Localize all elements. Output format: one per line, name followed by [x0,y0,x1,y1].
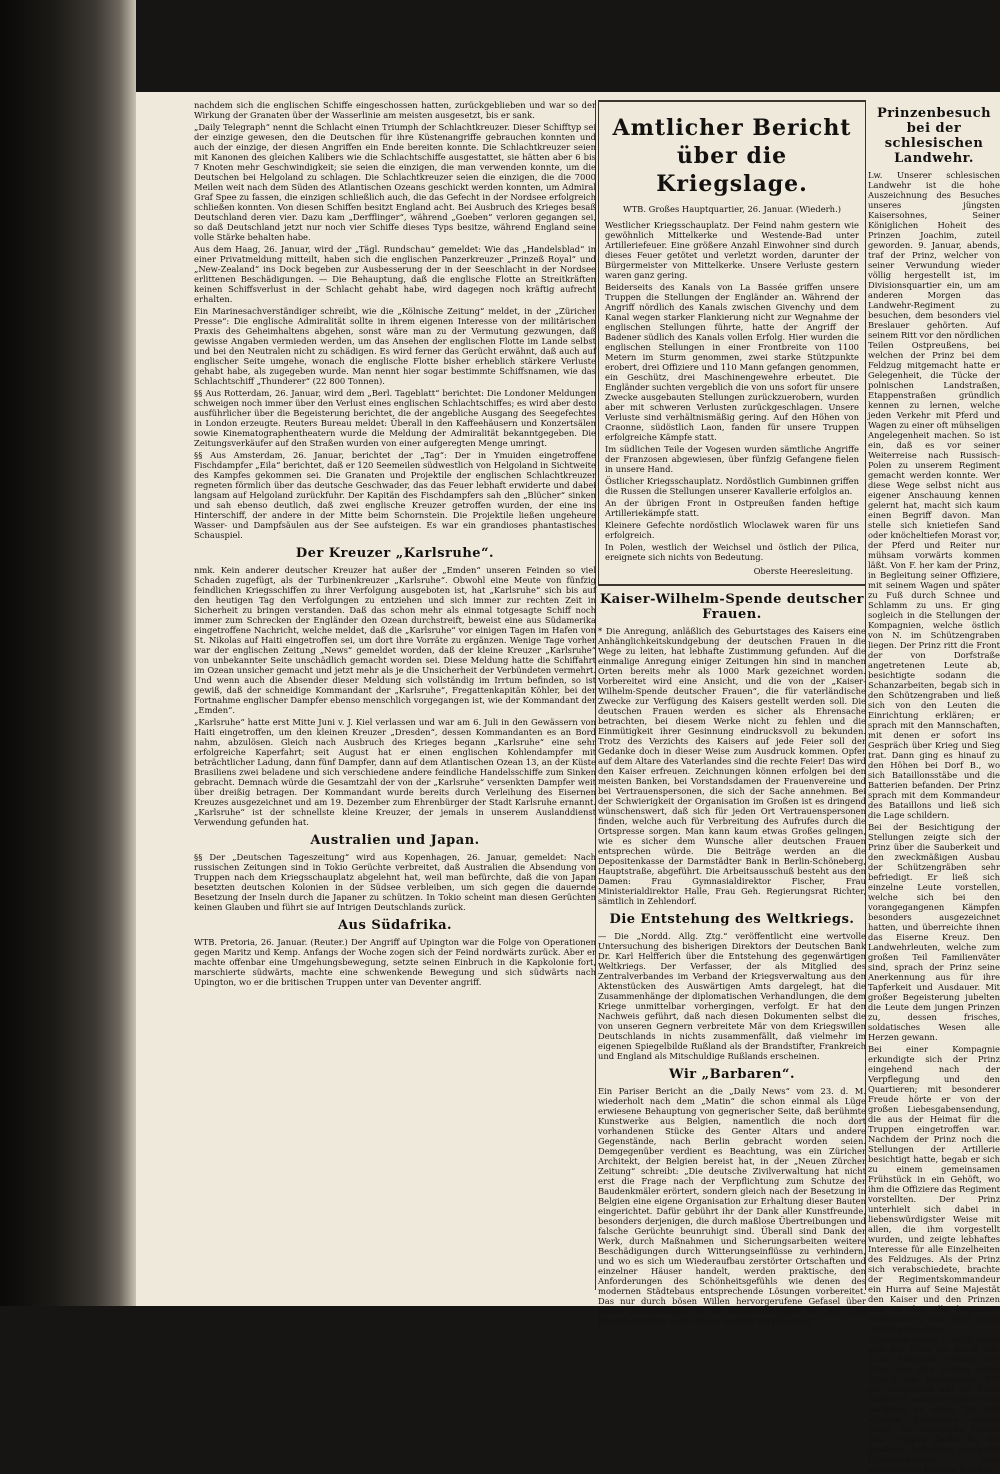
article-paragraph: „Daily Telegraph“ nennt die Schlacht einen Triumph der Schlachtkreuzer. Dieser Schifftyp sei der einzige gewesen, den die Deutschen für ihre Küstenangriffe gebrauchen konnten und auch der einzige, der diesen Angriffen ein Ende bereiten konnte. Die Schlachtkreuzer seien mit Kanonen des gleichen Kalibers wie die Schlachtschiffe ausgestattet, sie hätten aber 6 bis 7 Knoten mehr Geschwindigkeit; sie seien die einzigen, die man verwenden konnte, um die Deutschen bei Helgoland zu schlagen. Die Schlachtkreuzer seien die einzigen, die die 7000 Meilen weit nach dem Süden des Atlantischen Ozeans geschickt werden konnten, um Admiral Graf Spee zu fassen, die einzigen schließlich auch, die das Gefecht in der Nordsee erfolgreich schließen konnten. Von diesen Schiffen besitzt England acht. Bei Ausbruch des Krieges besaß Deutschland deren vier. Dazu kam „Derfflinger“, während „Goeben“ verloren gegangen sei, so daß Deutschland jetzt nur noch vier Schiffe dieses Typs besitze, während England seine volle Stärke behalten habe. [194,122,596,242]
article-paragraph: Beiderseits des Kanals von La Bassée griffen unsere Truppen die Stellungen der Engländer an. Während der Angriff nördlich des Kanals zwischen Givenchy und dem Kanal wegen starker Flankierung nicht zur Wegnahme der englischen Stellungen führte, hatte der Angriff der Badener südlich des Kanals vollen Erfolg. Hier wurden die englischen Stellungen in einer Frontbreite von 1100 Metern im Sturm genommen, zwei starke Stützpunkte erobert, drei Offiziere und 110 Mann gefangen genommen, ein Geschütz, drei Maschinengewehre erbeutet. Die Engländer suchten vergeblich die von uns sofort für unsere Zwecke ausgebauten Stellungen zurückzuerobern, wurden aber mit schweren Verlusten zurückgeschlagen. Unsere Verluste sind verhältnismäßig gering. Auf den Höhen von Craonne, südöstlich Laon, fanden für unsere Truppen erfolgreiche Kämpfe statt. [605,282,859,442]
dateline: WTB. Großes Hauptquartier, 26. Januar. (Wiederh.) [622,204,842,214]
article-paragraph: WTB. Pretoria, 26. Januar. (Reuter.) Der Angriff auf Upington war die Folge von Operationen gegen Maritz und Kemp. Anfangs der Woche zogen sich der Feind nordwärts zurück. Aber er machte offenbar eine Umgehungsbewegung, setzte seinen Einbruch in die Kapkolonie fort, marschierte südwärts, machte eine schwenkende Bewegung und sich südwärts nach Upington, wo er die britischen Truppen unter van Deventer angriff. [194,937,596,987]
headline-karlsruhe: Der Kreuzer „Karlsruhe“. [295,546,495,561]
article-paragraph: Lw. Unserer schlesischen Landwehr ist die hohe Auszeichnung des Besuches unseres jüngsten Kaisersohnes, Seiner Königlichen Hoheit des Prinzen Joachim, zuteil geworden. 9. Januar, abends, traf der Prinz, welcher von seiner Verwundung wieder völlig hergestellt ist, im Divisionsquartier ein, um am anderen Morgen das Landwehr-Regiment zu besuchen, dem besonders viel Breslauer gehörten. Auf seinem Ritt vor den nördlichen Teilen Ostpreußens, bei welchen der Prinz bei dem Feldzug mitgemacht hatte er Gelegenheit, die Tücke der polnischen Landstraßen, Etappenstraßen gründlich kennen zu lernen, welche jeden Verkehr mit Pferd und Wagen zu einer oft mühseligen Angelegenheit machen. So ist ein, daß es vor seiner Weiterreise nach Russisch-Polen zu unserem Regiment gemacht werden konnte. Wer diese Wege selbst nicht aus eigener Anschauung kennen gelernt hat, macht sich kaum einen Begriff davon. Man stelle sich knietiefen Sand oder knöcheltiefen Morast vor, der Pferd und Reiter nur mühsam vorwärts kommen läßt. Von F. her kam der Prinz, in Begleitung seiner Offiziere, mit seinem Wagen und später zu Fuß durch Schnee und Schlamm zu uns. Er ging sogleich in die Stellungen der Kompagnien, welche östlich von N. im Schützengraben liegen. Der Prinz ritt die Front der von Dorfstraße angetretenen Leute ab, besichtigte sodann die Schanzarbeiten, begab sich in den Schützengraben und ließ sich von den Leuten die Einrichtung erklären; er sprach mit den Mannschaften, mit denen er sofort ins Gespräch über Krieg und Sieg trat. Dann ging es hinauf zu den Höhen bei Dorf B., wo sich Bataillonsstäbe und die Batterien befanden. Der Prinz sprach mit dem Kommandeur des Bataillons und ließ sich die Lage schildern. [868,170,1000,820]
headline-amtlicher-bericht: Amtlicher Bericht über die Kriegslage. [612,115,852,197]
article-paragraph: Aus dem Haag, 26. Januar, wird der „Tägl. Rundschau“ gemeldet: Wie das „Handelsblad“ in einer Privatmeldung mitteilt, haben sich die englischen Panzerkreuzer „Prinzeß Royal“ und „New-Zealand“ ins Dock begeben zur Ausbesserung der in der Seeschlacht in der Nordsee erlittenen Beschädigungen. — Die Behauptung, daß die englische Flotte an Streitkräften keinen Schiffsverlust in der Schlacht gehabt habe, wird dagegen noch kräftig aufrecht erhalten. [194,244,596,304]
column-left [194,100,596,1292]
headline-prinzenbesuch: Prinzenbesuch bei der schlesischen Landwehr. [876,106,992,166]
article-paragraph: §§ Der „Deutschen Tageszeitung“ wird aus Kopenhagen, 26. Januar, gemeldet: Nach russischen Zeitungen sind in Tokio Gerüchte verbreitet, daß Australien die Absendung von Truppen nach dem Kriegsschauplatz abgelehnt hat, weil man befürchte, daß die von Japan besetzten deutschen Kolonien in der Südsee verbleiben, um sich gegen die dauernde Besetzung der Inseln durch die Japaner zu schützen. In Tokio scheint man diesen Gerüchten keinen Glauben und führt sie auf Intrigen Deutschlands zurück. [194,852,596,912]
article-paragraph: Östlicher Kriegsschauplatz. Nordöstlich Gumbinnen griffen die Russen die Stellungen unserer Kavallerie erfolglos an. [605,476,859,496]
headline-kaiser-wilhelm-spende: Kaiser-Wilhelm-Spende deutscher Frauen. [599,592,865,622]
newspaper-page [136,92,1000,1474]
article-paragraph: Ein Marinesachverständiger schreibt, wie die „Kölnische Zeitung“ meldet, in der „Züricher Presse“: Die englische Admiralität sollte in ihrem eigenen Interesse von der militärischen Praxis des Geheimhaltens abgehen, sonst wäre man zu der Vermutung gezwungen, daß gewisse Angaben vermieden werden, um das Ansehen der englischen Flotte im Lande selbst und bei den Neutralen nicht zu schädigen. Es wird ferner das Gerücht erwähnt, daß auch auf englischer Seite umgehe, wonach die englische Flotte bisher erheblich stärkere Verluste gehabt habe, als zugegeben wurde. Man nennt hier sogar bestimmte Schiffsnamen, wie das Schlachtschiff „Thunderer“ (22 800 Tonnen). [194,306,596,386]
article-paragraph: Im südlichen Teile der Vogesen wurden sämtliche Angriffe der Franzosen abgewiesen, über fünfzig Gefangene fielen in unsere Hand. [605,444,859,474]
headline-barbaren: Wir „Barbaren“. [668,1067,795,1082]
article-paragraph: Westlicher Kriegsschauplatz. Der Feind nahm gestern wie gewöhnlich Mittelkerke und Westende-Bad unter Artilleriefeuer. Eine größere Anzahl Einwohner sind durch dieses Feuer getötet und verletzt worden, darunter der Bürgermeister von Mittelkerke. Unsere Verluste gestern waren ganz gering. [605,220,859,280]
article-paragraph: An der übrigen Front in Ostpreußen fanden heftige Artilleriekämpfe statt. [605,498,859,518]
headline-entstehung-weltkrieg: Die Entstehung des Weltkriegs. [609,912,855,927]
official-report-box [598,100,866,586]
article-paragraph: nmk. Kein anderer deutscher Kreuzer hat außer der „Emden“ unseren Feinden so viel Schaden zugefügt, als der Turbinenkreuzer „Karlsruhe“. Obwohl eine Meute von fünfzig feindlichen Kriegsschiffen zu ihrer Verfolgung ausgeboten ist, hat „Karlsruhe“ sich bis auf den heutigen Tag den Verfolgungen zu entziehen und sich immer zur rechten Zeit in Sicherheit zu bringen verstanden. Daß das schon mehr als einmal totgesagte Schiff noch immer zum Schrecken der Engländer den Ozean durchstreift, beweist eine aus Südamerika eingetroffene Nachricht, welche meldet, daß die „Karlsruhe“ vor einigen Tagen im Hafen von St. Nikolas auf Haiti eingetroffen sei, um dort ihre Vorräte zu ergänzen. Wenige Tage vorher war der englischen Zeitung „News“ gemeldet worden, daß der kleine Kreuzer „Karlsruhe“ von unbekannter Seite unschädlich gemacht worden sei. Diese Meldung hatte die Schiffahrt im Ozean unsicher gemacht und jetzt mehr als je die Unsicherheit der Verbündeten vermehrt. Und wenn auch die Absender dieser Meldung sich vollständig im Irrtum befinden, so ist gewiß, daß der schneidige Kommandant der „Karlsruhe“, Fregattenkapitän Köhler, bei der Fortnahme englischer Dampfer ebenso menschlich vorgegangen ist, wie der Kommandant der „Emden“. [194,565,596,715]
column-middle [598,100,866,1326]
headline-suedafrika: Aus Südafrika. [337,918,453,933]
article-paragraph: Kleinere Gefechte nordöstlich Wloclawek waren für uns erfolgreich. [605,520,859,540]
headline-australien-japan: Australien und Japan. [310,833,480,848]
article-paragraph: Bei einer Kompagnie erkundigte sich der Prinz eingehend nach der Verpflegung und den Quartieren; mit besonderer Freude hörte er von der großen Liebesgabensendung, die aus der Heimat für die Truppen eingetroffen war. Nachdem der Prinz noch die Stellungen der Artillerie besichtigt hatte, begab er sich zu einem gemeinsamen Frühstück in ein Gehöft, wo ihm die Offiziere das Regiment vorstellten. Der Prinz unterhielt sich dabei in liebenswürdigster Weise mit allen, die ihm vorgestellt wurden, und zeigte lebhaftes Interesse für alle Einzelheiten des Feldzuges. Als der Prinz sich verabschiedete, brachte der Regimentskommandeur ein Hurra auf Seine Majestät den Kaiser und den Prinzen aus, in das alle begeistert einstimmten. Der Plan eines „selbstgemachten“ Streuselkuchens — auch nahm sich der Prinz ein Stück mit. Zum Abschied erhielt der Prinz von den Leuten einen Strauß aus Tannengrün. Mit der Dunkelheit traf der Prinz wieder in seinem Quartier ein, nachdem er einen Tag voll schöner Eindrücke verlebt hatte. Als Königliche Hoheit den Truppen danke für die gastliche Aufnahme, brach der Frühstückskreis dem scheidenden Prinzen brachte. [868,1044,1000,1474]
article-paragraph: — Die „Nordd. Allg. Ztg.“ veröffentlicht eine wertvolle Untersuchung des bisherigen Direktors der Deutschen Bank Dr. Karl Helfferich über die Entstehung des gegenwärtigen Weltkriegs. Der Verfasser, der als Mitglied des Zentralverbandes im Verband der Kriegsverwaltung aus den Aktenstücken des Auswärtigen Amts dargelegt, hat die Zusammenhänge der diplomatischen Verhandlungen, die dem Kriege unmittelbar vorhergingen, verfolgt. Er hat den Nachweis geführt, daß nach diesen Dokumenten selbst die von unseren Gegnern verbreitete Mär von dem Kriegswillen Deutschlands in nichts zusammenfällt, daß vielmehr im eigenen Spiegelbilde Rußland als der Brandstifter, Frankreich und England als Mitschuldige Rußlands erscheinen. [598,931,866,1061]
column-right [868,100,1000,1474]
article-paragraph: Ein Pariser Bericht an die „Daily News“ vom 23. d. M. wiederholt nach dem „Matin“ die schon einmal als Lüge erwiesene Behauptung von gegnerischer Seite, daß berühmte Kunstwerke aus Belgien, namentlich die noch dort vorhandenen Stücke des Genter Altars und andere Gegenstände, nach Berlin gebracht worden seien. Demgegenüber verdient es Beachtung, was ein Züricher Architekt, der Belgien bereist hat, in der „Neuen Zürcher Zeitung“ schreibt: „Die deutsche Zivilverwaltung hat nicht erst die Frage nach der Verpflichtung zum Schutze der Baudenkmäler erörtert, sondern gleich nach der Besetzung in Belgien eine eigene Organisation zur Erhaltung dieser Bauten eingerichtet. Dafür gebührt ihr der Dank aller Kunstfreunde, besonders derjenigen, die durch maßlose Übertreibungen und falsche Gerüchte beunruhigt sind. Überall sind Dank der Werk, durch Maßnahmen und Sicherungsarbeiten weitere Beschädigungen durch Witterungseinflüsse zu verhindern, und wo es sich um Wiederaufbau zerstörter Ortschaften und einzelner Häuser handelt, werden praktische, den Anforderungen des Schönheitsgefühls wie denen des modernen Städtebaus entsprechende Lösungen vorbereitet. Das nur durch bösen Willen hervorgerufene Gefasel über blinde Herstörungssucht der Deutschen gegen alte Bau- und Kunstdenkmäler sollte daher endlich verstummen.“ [598,1086,866,1326]
article-paragraph: nachdem sich die englischen Schiffe eingeschossen hatten, zurückgeblieben und war so der Wirkung der Granaten über der Wasserlinie am meisten ausgesetzt, bis er sank. [194,100,596,120]
article-paragraph: §§ Aus Amsterdam, 26. Januar, berichtet der „Tag“: Der in Ymuiden eingetroffene Fischdampfer „Eila“ berichtet, daß er 120 Seemeilen südwestlich von Helgoland in Sichtweite des Kampfes gekommen sei. Die Granaten und Projektile der englischen Schlachtkreuzer regneten förmlich über das deutsche Geschwader, das das Feuer lebhaft erwiderte und dabei langsam auf Helgoland zurückfuhr. Der Kapitän des Fischdampfers sah den „Blücher“ sinken und sah ebenso deutlich, daß zwei englische Kreuzer getroffen wurden, der eine ins Hinterschiff, der andere in der Mitte beim Schornstein. Die Projektile ließen ungeheure Wasser- und Dampfsäulen aus der See aufsteigen. Es war ein grandioses phantastisches Schauspiel. [194,450,596,540]
book-binding-edge [0,0,136,1306]
article-paragraph: §§ Aus Rotterdam, 26. Januar, wird dem „Berl. Tageblatt“ berichtet: Die Londoner Meldungen schweigen noch immer über den Verlust eines englischen Schlachtschiffes; es wird aber desto ausführlicher über die Begeisterung berichtet, die der angebliche Ausgang des Seegefechtes in London erzeugte. Reuters Bureau meldet: Überall in den Kaffeehäusern und Konzertsälen sowie Kinematographentheatern wurde die Meldung der Admiralität bekanntgegeben. Die Zeitungsverkäufer auf den Straßen wurden von einer aufgeregten Menge umringt. [194,388,596,448]
article-paragraph: Bei der Besichtigung der Stellungen zeigte sich der Prinz über die Sauberkeit und den zweckmäßigen Ausbau der Schützengräben sehr befriedigt. Er ließ sich einzelne Leute vorstellen, welche sich bei den vorangegangenen Kämpfen besonders ausgezeichnet hatten, und überreichte ihnen das Eiserne Kreuz. Den Landwehrleuten, welche zum großen Teil Familienväter sind, sprach der Prinz seine Anerkennung aus für ihre Tapferkeit und Ausdauer. Mit großer Begeisterung jubelten die Leute dem jungen Prinzen zu, dessen frisches, soldatisches Wesen alle Herzen gewann. [868,822,1000,1042]
article-paragraph: In Polen, westlich der Weichsel und östlich der Pilica, ereignete sich nichts von Bedeutung. [605,542,859,562]
signature: Oberste Heeresleitung. [753,566,853,576]
article-paragraph: „Karlsruhe“ hatte erst Mitte Juni v. J. Kiel verlassen und war am 6. Juli in den Gewässern von Haiti eingetroffen, um den kleinen Kreuzer „Dresden“, dessen Kommandanten es an Bord nahm, abzulösen. Gleich nach Ausbruch des Krieges begann „Karlsruhe“ eine sehr erfolgreiche Kaperfahrt; seit August hat er einen englischen Kohlendampfer mit beträchtlicher Ladung, dann fünf Dampfer, dann auf dem Atlantischen Ozean 13, an der Küste Brasiliens zwei beladene und sich verschiedene andere feindliche Handelsschiffe zum Sinken gebracht. Demnach würde die Gesamtzahl der von der „Karlsruhe“ versenkten Dampfer weit über dreißig betragen. Der Kommandant wurde bereits durch Verleihung des Eisernen Kreuzes ausgezeichnet und am 19. Dezember zum Ehrenbürger der Stadt Karlsruhe ernannt. „Karlsruhe“ ist der schnellste kleine Kreuzer, der jemals in unserem Auslanddienst Verwendung gefunden hat. [194,717,596,827]
article-paragraph: * Die Anregung, anläßlich des Geburtstages des Kaisers eine Anhänglichkeitskundgebung der deutschen Frauen in die Wege zu leiten, hat lebhafte Zustimmung gefunden. Auf die einmalige Anregung einiger Zeitungen hin sind in manchen Orten bereits mehr als 1000 Mark gezeichnet worden. Vorbereitet wird eine Ansicht, und die von der „Kaiser-Wilhelm-Spende deutscher Frauen“, die für vaterländische Zwecke zur Verfügung des Kaisers gestellt werden soll. Die deutschen Frauen werden es sicher als Ehrensache betrachten, bei diesem Werke nicht zu fehlen und die Einmütigkeit ihrer Gesinnung eindrucksvoll zu bekunden. Trotz des Verzichts des Kaisers auf jede Feier soll der Gedanke doch in dieser Weise zum Ausdruck kommen. Opfer auf dem Altare des Vaterlandes sind die rechte Feier! Das wird den Kaiser erfreuen. Zeichnungen können erfolgen bei den meisten Banken, bei Vorstandsdamen der Frauenvereine und bei Vertrauenspersonen, die sich der Sache annehmen. Bei der Schwierigkeit der Organisation im Großen ist es dringend wünschenswert, daß sich für jeden Ort Vertrauenspersonen finden, welche auch für Verbreitung des Aufrufes durch die Ortspresse sorgen. Man kann kaum etwas Großes gelingen, wie es sicher dem Wunsche aller deutschen Frauen entsprechen würde. Die Beiträge werden an die Depositenkasse der Darmstädter Bank in Berlin-Schöneberg, Hauptstraße, abgeführt. Die Arbeitsausschuß besteht aus den Damen: Frau Gymnasialdirektor Fischer, Frau Ministerialdirektor Halle, Frau Geh. Regierungsrat Richter, sämtlich in Zehlendorf. [598,626,866,906]
